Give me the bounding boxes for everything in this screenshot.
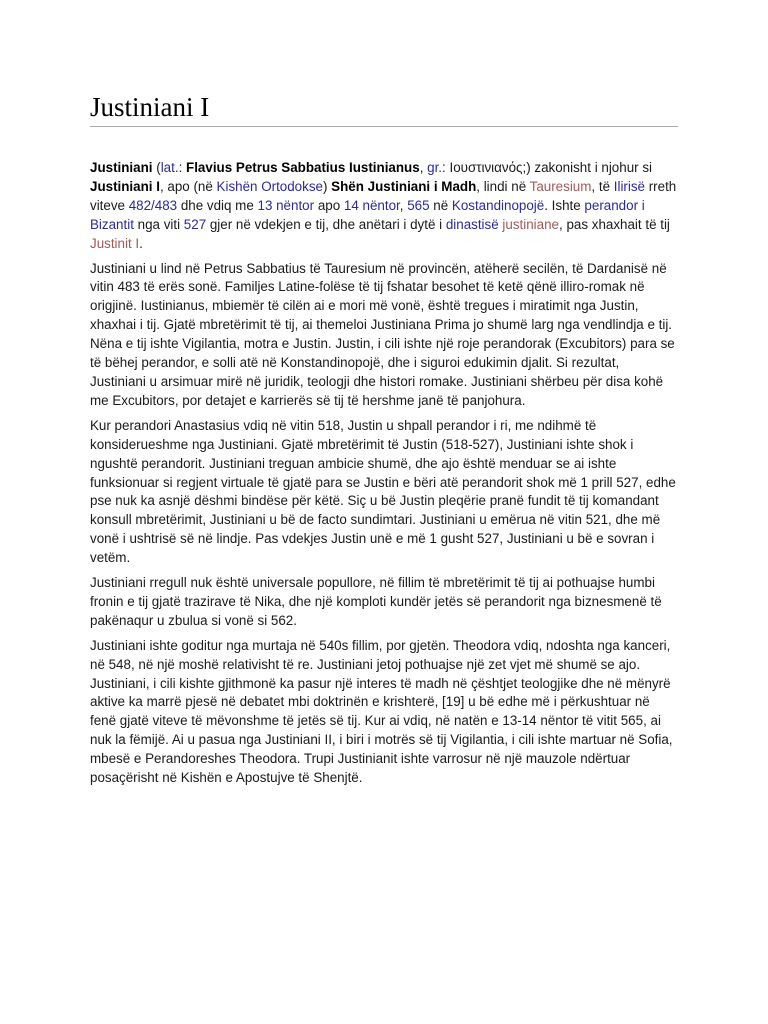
text-run: , bbox=[399, 197, 408, 213]
text-run: nga viti bbox=[133, 216, 184, 232]
link-years[interactable]: 482/483 bbox=[128, 197, 178, 213]
text-run: : bbox=[178, 160, 187, 175]
link-byzantine-emperor[interactable]: perandor i Bizantit bbox=[90, 197, 645, 232]
link-tauresium[interactable]: Tauresium bbox=[529, 178, 592, 194]
latin-name: Flavius Petrus Sabbatius Iustinianus bbox=[186, 160, 420, 175]
page-title: Justiniani I bbox=[90, 90, 678, 127]
subject-name: Justiniani bbox=[90, 160, 153, 175]
saint-name: Shën Justiniani i Madh bbox=[331, 178, 477, 194]
link-justin-i[interactable]: Justinit I bbox=[90, 235, 140, 251]
text-run: ) bbox=[322, 178, 332, 194]
text-run: dhe vdiq me bbox=[177, 197, 258, 213]
text-run: rreth viteve bbox=[90, 178, 677, 213]
paragraph-rise-to-power: Kur perandori Anastasius vdiq në vitin 518, Justin u shpall perandor i ri, me ndihmë të konsiderueshme nga Justiniani. Gjatë mbretërimit të Justin (518-527), Justiniani ishte shok i ngushtë perandorit. Justiniani treguan ambicie shumë, dhe ajo është menduar se ai ishte funksionuar si regjent virtuale të gjatë para se Justin e bëri atë perandorit shok më 1 prill 527, edhe pse nuk ka asnjë dëshmi bindëse për këtë. Siç u bë Justin pleqërie pranë fundit të tij komandant konsull mbretërimit, Justiniani u bë de facto sundimtari. Justiniani u emërua në vitin 521, dhe më vonë i ushtrisë së në lindje. Pas vdekjes Justin unë e më 1 gusht 527, Justiniani u bë e sovran i vetëm. bbox=[90, 417, 676, 566]
text-run: apo bbox=[314, 197, 344, 213]
link-year-565[interactable]: 565 bbox=[407, 197, 430, 213]
article bbox=[90, 90, 678, 794]
paragraph-early-life: Justiniani u lind në Petrus Sabbatius të Tauresium në provincën, atëherë secilën, të Dardanisë në vitin 483 të erës sonë. Familjes Latine-folëse të tij fshatar besohet të ketë qënë illiro-romak në origjinë. Iustinianus, mbiemër të cilën ai e mori më vonë, është tregues i miratimit nga Justin, xhaxhai i tij. Gjatë mbretërimit të tij, ai themeloi Justiniana Prima jo shumë larg nga vendlindja e tij. Nëna e tij ishte Vigilantia, motra e Justin. Justin, i cili ishte një roje perandorak (Excubitors) para se të bëhej perandor, e solli atë në Konstandinopojë, dhe i siguroi edukimin djalit. Si rezultat, Justiniani u arsimuar mirë në juridik, teologji dhe histori romake. Justiniani shërbeu për disa kohë me Excubitors, por detajet e karrierës së tij të hershme janë të panjohura. bbox=[90, 260, 675, 408]
link-orthodox-church[interactable]: Kishën Ortodokse bbox=[216, 178, 323, 194]
link-constantinople[interactable]: Kostandinopojë bbox=[451, 197, 545, 213]
article-body bbox=[90, 159, 678, 788]
text-run: , apo (në bbox=[159, 178, 217, 194]
link-year-527[interactable]: 527 bbox=[183, 216, 207, 232]
text-run: ( bbox=[152, 160, 161, 175]
text-run: gjer në vdekjen e tij, dhe anëtari i dytë i bbox=[206, 216, 446, 232]
text-run: . Ishte bbox=[544, 197, 585, 213]
paragraph-later-life: Justiniani ishte goditur nga murtaja në 540s fillim, por gjetën. Theodora vdiq, ndoshta nga kanceri, në 548, në një moshë relativisht të re. Justiniani jetoj pothuajse një zet vjet më shumë se ajo. Justiniani, i cili kishte gjithmonë ka pasur një interes të madh në çështjet teologjike dhe në mënyrë aktive ka marrë pjesë në debatet mbi doktrinën e krishterë, [19] u bë edhe më i përkushtuar në fenë gjatë viteve të mëvonshme të jetës së tij. Kur ai vdiq, në natën e 13-14 nëntor të vitit 565, ai nuk la fëmijë. Ai u pasua nga Justiniani II, i biri i motrës së tij Vigilantia, i cili ishte martuar në Sofia, mbesë e Perandoreshes Theodora. Trupi Justinianit ishte varrosur në një mauzole ndërtuar posaçërisht në Kishën e Apostujve të Shenjtë. bbox=[90, 637, 673, 786]
link-latin[interactable]: lat. bbox=[160, 160, 179, 175]
text-run: : Ιουστινιανός;) zakonisht i njohur si bbox=[442, 160, 652, 175]
regnal-name: Justiniani I bbox=[90, 178, 160, 194]
link-greek[interactable]: gr. bbox=[427, 160, 443, 175]
link-justinian-dynasty[interactable]: justiniane bbox=[502, 216, 559, 232]
link-dynasty[interactable]: dinastisë bbox=[445, 216, 499, 232]
link-date-13-november[interactable]: 13 nëntor bbox=[257, 197, 315, 213]
text-run: . bbox=[139, 235, 143, 251]
link-illyria[interactable]: Ilirisë bbox=[613, 178, 645, 194]
paragraph-reign: Justiniani rregull nuk është universale popullore, në fillim të mbretërimit të tij ai pothuajse humbi fronin e tij gjatë trazirave të Nika, dhe një komploti kundër jetës së perandorit nga biznesmenë të pakënaqur u zbulua si vonë si 562. bbox=[90, 575, 662, 628]
lead-paragraph bbox=[90, 159, 678, 254]
text-run: , të bbox=[591, 178, 614, 194]
text-run: , pas xhaxhait të tij bbox=[559, 216, 670, 232]
link-date-14-november[interactable]: 14 nëntor bbox=[343, 197, 400, 213]
text-run: , lindi në bbox=[476, 178, 530, 194]
text-run: në bbox=[429, 197, 452, 213]
text-run: , bbox=[419, 160, 428, 175]
